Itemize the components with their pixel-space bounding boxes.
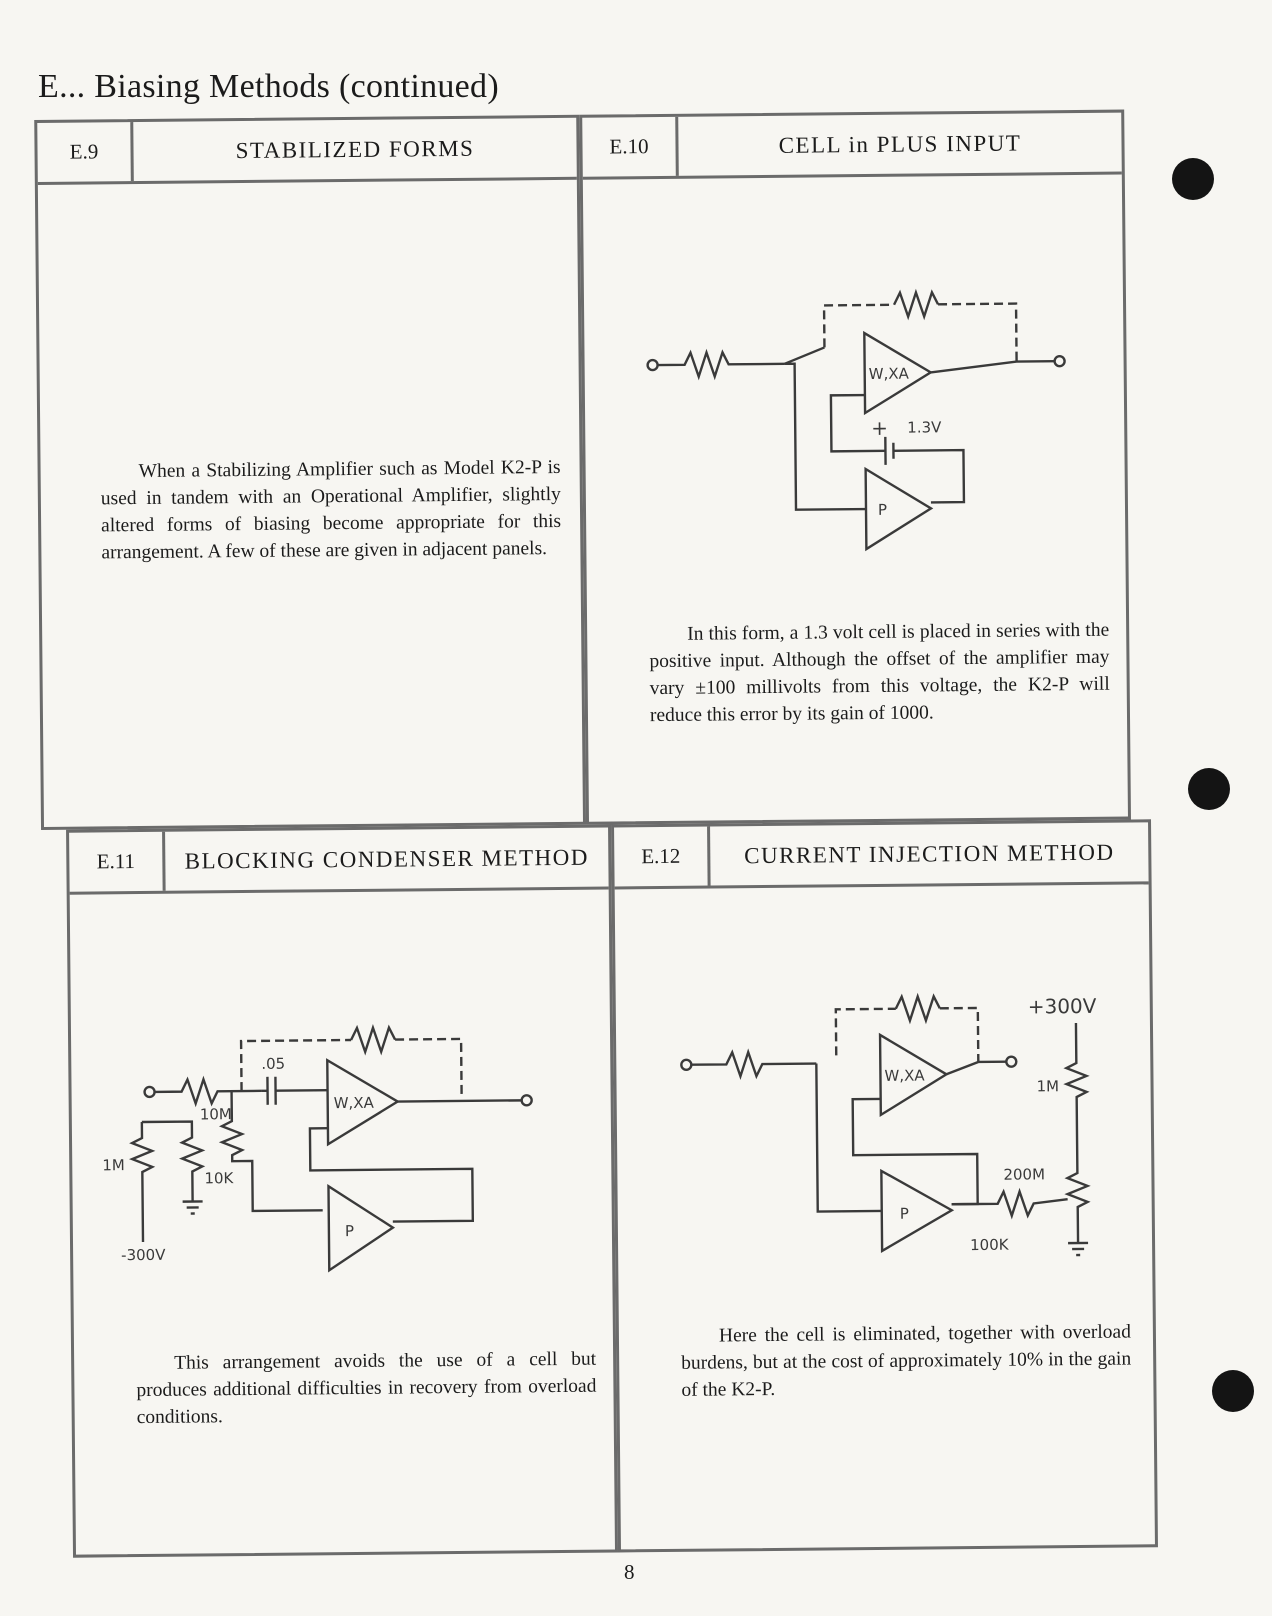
- stab-amp-label: P: [344, 1221, 355, 1241]
- panel-header: [69, 828, 609, 895]
- panel-e10: [579, 110, 1131, 825]
- panel-grid: [34, 85, 1200, 1596]
- punch-hole: [1212, 1370, 1254, 1412]
- panel-title: STABILIZED FORMS: [235, 135, 475, 163]
- supply-label: +300V: [1027, 993, 1097, 1019]
- cap-label: .05: [261, 1054, 286, 1073]
- stab-amp-label: P: [899, 1204, 909, 1223]
- amp-label: W,XA: [868, 364, 909, 383]
- panel-title: CURRENT INJECTION METHOD: [744, 839, 1115, 868]
- r1-label: 1M: [1036, 1077, 1060, 1096]
- pot-label: 100K: [969, 1235, 1009, 1255]
- panel-code: E.9: [37, 122, 134, 182]
- panel-title: CELL in PLUS INPUT: [778, 130, 1022, 158]
- svg-text:+: +: [871, 415, 889, 440]
- panel-code: E.11: [69, 832, 166, 892]
- circuit-diagram-e10: [644, 263, 1067, 557]
- panel-header: [582, 113, 1122, 180]
- panel-code: E.10: [582, 117, 679, 177]
- panel-text: Here the cell is eliminated, together with overload burdens, but at the cost of approximately 10% in the gain of the K2-P.: [681, 1321, 1132, 1401]
- stab-amp-label: P: [877, 500, 888, 519]
- panel-text: In this form, a 1.3 volt cell is placed in series with the positive input. Although the offset of the amplifier may vary ±100 millivolts from this voltage, the K2-P will reduce this error by its gain of 1000.: [649, 619, 1110, 727]
- punch-hole: [1188, 768, 1230, 810]
- cell-label: 1.3V: [907, 418, 942, 437]
- punch-hole: [1172, 158, 1214, 200]
- panel-text: This arrangement avoids the use of a cell but produces additional difficulties in recovery from overload conditions.: [136, 1348, 597, 1429]
- r2-label: 1M: [102, 1156, 125, 1175]
- circuit-diagram-e12: [675, 972, 1138, 1276]
- supply-label: -300V: [121, 1245, 166, 1265]
- panel-e12: [611, 819, 1158, 1552]
- page-number: 8: [624, 1560, 635, 1584]
- amp-label: W,XA: [333, 1093, 374, 1113]
- panel-header: [614, 822, 1149, 889]
- panel-header: [37, 118, 577, 185]
- panel-e9: [34, 115, 586, 830]
- panel-text: When a Stabilizing Amplifier such as Model K2-P is used in tandem with an Operational Amplifier, slightly altered forms of biasing become appropriate for this arrangement. A few of these are given in adjacent panels.: [100, 456, 562, 564]
- panel-code: E.12: [614, 827, 711, 887]
- amp-label: W,XA: [884, 1066, 925, 1085]
- panel-e11: [66, 824, 618, 1557]
- r2-label: 200M: [1003, 1165, 1046, 1184]
- panel-title: BLOCKING CONDENSER METHOD: [184, 844, 590, 874]
- circuit-diagram-e11: [102, 1008, 574, 1302]
- pot-label: 10K: [204, 1169, 234, 1188]
- r1-label: 10M: [199, 1105, 232, 1124]
- page-title: E... Biasing Methods (continued): [38, 68, 499, 105]
